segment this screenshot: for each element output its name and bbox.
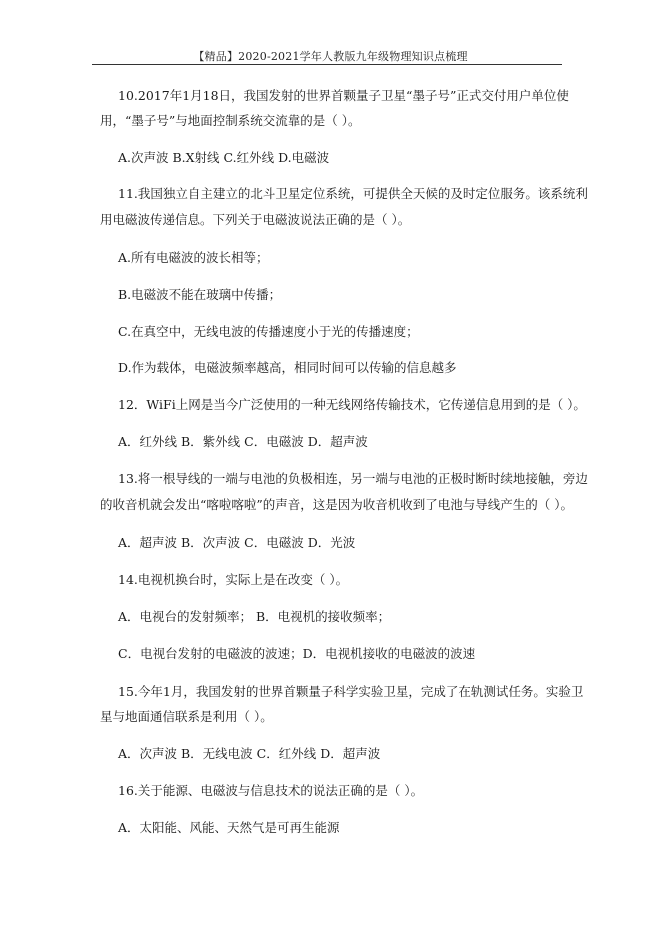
q14-options-cd: C．电视台发射的电磁波的波速；D．电视机接收的电磁波的波速 [118,646,476,661]
q13-stem-line2: 的收音机就会发出“喀啦喀啦”的声音，这是因为收音机收到了电池与导线产生的（ ）。 [100,497,574,512]
q16-option-a: A．太阳能、风能、天然气是可再生能源 [118,820,340,835]
q12-options: A．红外线 B．紫外线 C．电磁波 D．超声波 [118,434,368,449]
q15-stem-line1: 15.今年1月，我国发射的世界首颗量子科学实验卫星，完成了在轨测试任务。实验卫 [118,684,584,699]
q15-options: A．次声波 B．无线电波 C．红外线 D．超声波 [118,746,381,761]
q13-options: A．超声波 B．次声波 C．电磁波 D．光波 [118,535,356,550]
q11-option-a: A.所有电磁波的波长相等； [118,250,269,265]
q11-option-d: D.作为载体，电磁波频率越高，相同时间可以传输的信息越多 [118,360,457,375]
page-header: 【精品】2020-2021学年人教版九年级物理知识点梳理 [193,50,468,63]
q11-option-b: B.电磁波不能在玻璃中传播； [118,287,282,302]
q11-option-c: C.在真空中，无线电波的传播速度小于光的传播速度； [118,324,419,339]
q11-stem-line1: 11.我国独立自主建立的北斗卫星定位系统，可提供全天候的及时定位服务。该系统利 [118,186,588,201]
q10-stem-line1: 10.2017年1月18日，我国发射的世界首颗量子卫星“墨子号”正式交付用户单位使 [118,88,569,103]
q15-stem-line2: 星与地面通信联系是利用（ ）。 [100,709,273,724]
q10-stem-line2: 用，“墨子号”与地面控制系统交流靠的是（ ）。 [100,113,361,128]
q13-stem-line1: 13.将一根导线的一端与电池的负极相连，另一端与电池的正极时断时续地接触，旁边 [118,471,588,486]
q16-stem: 16.关于能源、电磁波与信息技术的说法正确的是（ ）。 [118,783,424,798]
q12-stem: 12．WiFi上网是当今广泛使用的一种无线网络传输技术，它传递信息用到的是（ ）。 [118,397,586,412]
header-rule [92,64,562,65]
q11-stem-line2: 用电磁波传递信息。下列关于电磁波说法正确的是（ ）。 [100,212,411,227]
q14-options-ab: A．电视台的发射频率； B．电视机的接收频率； [118,609,391,624]
q10-options: A.次声波 B.X射线 C.红外线 D.电磁波 [118,150,330,165]
q14-stem: 14.电视机换台时，实际上是在改变（ ）。 [118,572,349,587]
